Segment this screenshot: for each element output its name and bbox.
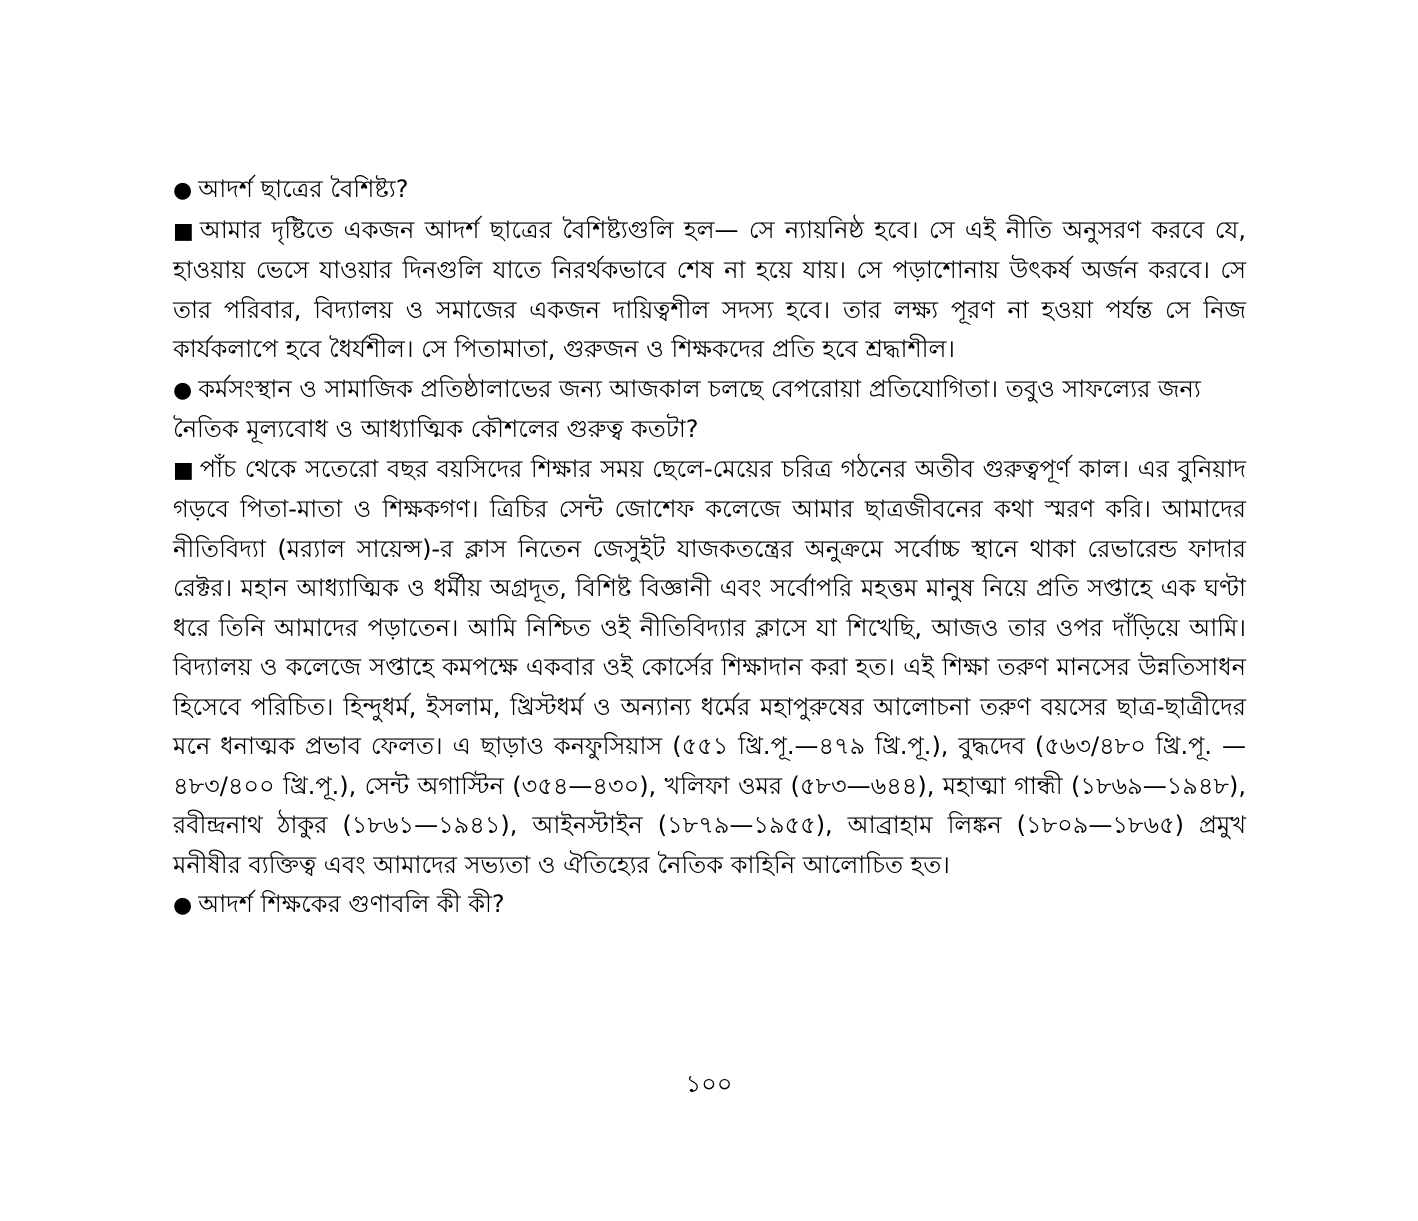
bullet-square-icon: ■ [173,457,194,483]
answer-paragraph [173,450,1246,886]
question-paragraph [173,170,1246,211]
body-text [173,170,1246,926]
bullet-square-icon: ■ [173,218,194,244]
question-text: আদর্শ ছাত্রের বৈশিষ্ট্য? [198,175,409,203]
page-number: ১০০ [685,1070,733,1098]
bullet-circle-icon: ● [173,178,193,203]
answer-paragraph [173,211,1246,370]
answer-text: পাঁচ থেকে সতেরো বছর বয়সিদের শিক্ষার সময় ছেলে-মেয়ের চরিত্র গঠনের অতীব গুরুত্বপূর্ণ কাল। এর বুনিয়াদ গড়বে পিতা-মাতা ও শিক্ষকগণ। ত্রিচির সেন্ট জোশেফ কলেজে আমার ছাত্রজীবনের কথা স্মরণ করি। আমাদের নীতিবিদ্যা (মর‍্যাল সায়েন্স)-র ক্লাস নিতেন জেসুইট যাজকতন্ত্রের অনুক্রমে সর্বোচ্চ স্থানে থাকা রেভারেন্ড ফাদার রেক্টর। মহান আধ্যাত্মিক ও ধর্মীয় অগ্রদূত, বিশিষ্ট বিজ্ঞানী এবং সর্বোপরি মহত্তম মানুষ নিয়ে প্রতি সপ্তাহে এক ঘণ্টা ধরে তিনি আমাদের পড়াতেন। আমি নিশ্চিত ওই নীতিবিদ্যার ক্লাসে যা শিখেছি, আজও তার ওপর দাঁড়িয়ে আমি। বিদ্যালয় ও কলেজে সপ্তাহে কমপক্ষে একবার ওই কোর্সের শিক্ষাদান করা হত। এই শিক্ষা তরুণ মানসের উন্নতিসাধন হিসেবে পরিচিত। হিন্দুধর্ম, ইসলাম, খ্রিস্টধর্ম ও অন্যান্য ধর্মের মহাপুরুষের আলোচনা তরুণ বয়সের ছাত্র-ছাত্রীদের মনে ধনাত্মক প্রভাব ফেলত। এ ছাড়াও কনফুসিয়াস (৫৫১ খ্রি.পূ.—৪৭৯ খ্রি.পূ.), বুদ্ধদেব (৫৬৩/৪৮০ খ্রি.পূ. —৪৮৩/৪০০ খ্রি.পূ.), সেন্ট অগাস্টিন (৩৫৪—৪৩০), খলিফা ওমর (৫৮৩—৬৪৪), মহাত্মা গান্ধী (১৮৬৯—১৯৪৮), রবীন্দ্রনাথ ঠাকুর (১৮৬১—১৯৪১), আইনস্টাইন (১৮৭৯—১৯৫৫), আব্রাহাম লিঙ্কন (১৮০৯—১৮৬৫) প্রমুখ মনীষীর ব্যক্তিত্ব এবং আমাদের সভ্যতা ও ঐতিহ্যের নৈতিক কাহিনি আলোচিত হত। [173,454,1246,879]
bullet-circle-icon: ● [173,377,193,403]
question-text: আদর্শ শিক্ষকের গুণাবলি কী কী? [198,890,505,918]
question-paragraph [173,370,1246,450]
answer-text: আমার দৃষ্টিতে একজন আদর্শ ছাত্রের বৈশিষ্ট্যগুলি হল— সে ন্যায়নিষ্ঠ হবে। সে এই নীতি অনুসরণ করবে যে, হাওয়ায় ভেসে যাওয়ার দিনগুলি যাতে নিরর্থকভাবে শেষ না হয়ে যায়। সে পড়াশোনায় উৎকর্ষ অর্জন করবে। সে তার পরিবার, বিদ্যালয় ও সমাজের একজন দায়িত্বশীল সদস্য হবে। তার লক্ষ্য পূরণ না হওয়া পর্যন্ত সে নিজ কার্যকলাপে হবে ধৈর্যশীল। সে পিতামাতা, গুরুজন ও শিক্ষকদের প্রতি হবে শ্রদ্ধাশীল। [173,215,1246,363]
bullet-circle-icon: ● [173,893,193,918]
question-text: কর্মসংস্থান ও সামাজিক প্রতিষ্ঠালাভের জন্য আজকাল চলছে বেপরোয়া প্রতিযোগিতা। তবুও সাফল্যের জন্য নৈতিক মূল্যবোধ ও আধ্যাত্মিক কৌশলের গুরুত্ব কতটা? [173,374,1201,443]
question-paragraph [173,885,1246,926]
